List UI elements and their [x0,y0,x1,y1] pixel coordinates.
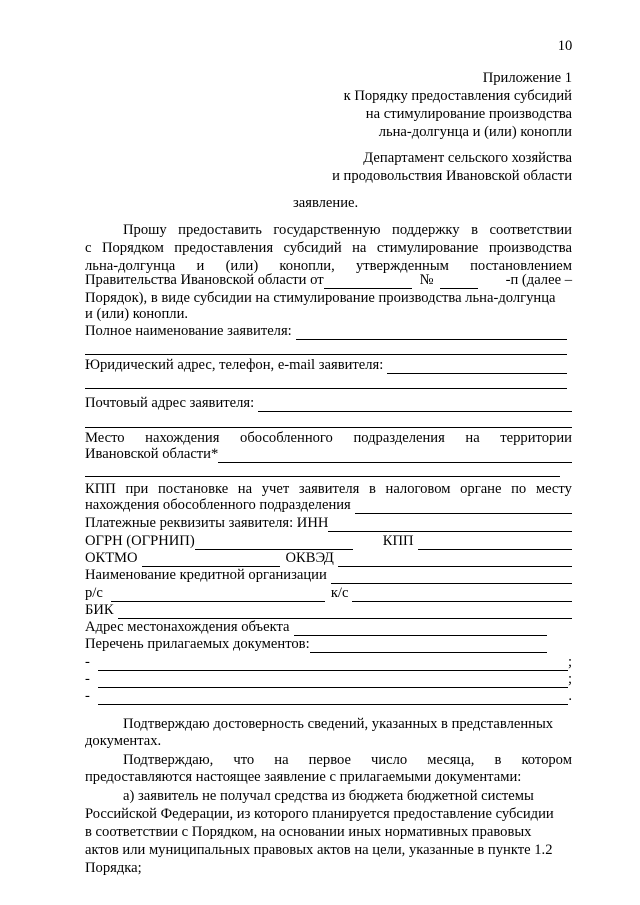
docs-item-2-end: ; [567,671,572,687]
legal-address-field-line-2[interactable] [85,388,567,389]
kpp-branch-line-1-word: постановке [157,481,229,497]
request-line-6: и (или) конопли. [85,306,189,322]
branch-field-line-2[interactable] [85,476,560,477]
kpp-branch-line-1-word: налоговом [385,481,451,497]
okved-field[interactable] [338,553,572,567]
kpp-branch-line-1-word: органе [460,481,502,497]
confirm-p2-line-1-word: на [274,752,289,768]
kpp-branch-line-1-word: по [511,481,527,497]
accounts-row [85,585,572,602]
ogrn-row [85,533,572,550]
kpp-branch-field[interactable] [355,500,572,514]
branch-line-1-word: нахождения [145,430,220,446]
confirm-a-line-2: Российской Федерации, из которого планируется предоставление субсидии [85,806,554,822]
legal-address-label: Юридический адрес, телефон, e-mail заявителя: [85,357,384,373]
branch-line-1-word: Место [85,430,125,446]
confirm-p2-line-1-word: число [370,752,408,768]
kpp-branch-line-1-word: заявителя [298,481,360,497]
request-line-1-word: предоставить [178,222,262,238]
request-line-1-word: Прошу [123,222,167,238]
kpp-branch-line-1-word: на [237,481,253,497]
postal-address-label: Почтовый адрес заявителя: [85,395,255,411]
bank-field[interactable] [331,570,572,584]
bik-label: БИК [85,602,114,618]
kpp-branch-line-1-word: месту [535,481,572,497]
docs-item-1-end: ; [567,654,572,670]
inn-field[interactable] [328,518,572,532]
legal-address-row [85,357,567,374]
object-address-field[interactable] [294,622,547,636]
bik-field[interactable] [118,605,572,619]
confirm-p2-line-1-word: месяца, [427,752,475,768]
kpp-field[interactable] [418,536,572,550]
request-line-2-word: стимулирование [376,240,479,256]
postal-address-field[interactable] [258,398,572,412]
kpp-branch-line-1-word: при [125,481,149,497]
inn-row [85,515,572,532]
confirm-p2-line-2: предоставляются настоящее заявление с прилагаемыми документами: [85,769,522,785]
object-address-label: Адрес местонахождения объекта [85,619,290,635]
docs-item-3-end: . [568,688,572,704]
confirm-p1-line-1: Подтверждаю достоверность сведений, указанных в представленных [123,716,554,732]
request-line-2-word: с [85,240,92,256]
addressee-line-1: Департамент сельского хозяйства [363,150,572,166]
full-name-field[interactable] [296,326,567,340]
request-line-1-word: государственную [273,222,381,238]
confirm-a-line-4: актов или муниципальных правовых актов на цели, указанные в пункте 1.2 [85,842,553,858]
number-sign: № [419,272,434,288]
request-line-3-word: и [196,258,205,274]
docs-list-field[interactable] [310,639,547,653]
full-name-field-line-2[interactable] [85,354,567,355]
docs-item-2-dash: - [85,671,90,687]
request-line-2-word: Порядком [101,240,164,256]
request-line-4-end: -п (далее – [505,272,572,288]
appendix-line-4: льна-долгунца и (или) конопли [378,124,572,140]
docs-item-3-dash: - [85,688,90,704]
request-line-1-word: в [471,222,478,238]
appendix-label: Приложение 1 [482,70,572,86]
docs-item-3 [85,688,572,705]
docs-item-2-field[interactable] [98,674,568,688]
confirm-p2-line-1-word: первое [308,752,351,768]
request-line-1-word: поддержку [392,222,460,238]
confirm-p2-line-1-word: что [233,752,255,768]
docs-item-1-field[interactable] [98,657,568,671]
kpp-branch-label: нахождения обособленного подразделения [85,497,351,513]
kpp-branch-line-1-word: КПП [85,481,116,497]
request-line-1-word: соответствии [489,222,572,238]
rs-field[interactable] [111,588,325,602]
decree-date-field[interactable] [324,275,412,289]
branch-line-1-word: подразделения [353,430,445,446]
docs-list-row [85,636,547,653]
appendix-line-2: к Порядку предоставления субсидий [343,88,572,104]
request-line-3-word: (или) [225,258,259,274]
request-line-3-word: льна-долгунца [85,258,176,274]
confirm-p2-line-1-word: котором [521,752,572,768]
docs-item-3-field[interactable] [98,691,568,705]
bik-row [85,602,572,619]
confirm-a-line-5: Порядка; [85,860,142,876]
confirm-p2-line-1 [123,752,572,769]
oktmo-field[interactable] [142,553,280,567]
bank-row [85,567,572,584]
kpp-branch-line-1 [85,481,572,498]
postal-address-field-line-2[interactable] [85,427,572,428]
addressee-line-2: и продовольствия Ивановской области [332,168,572,184]
ks-label: к/с [330,585,349,601]
docs-item-1 [85,654,572,671]
request-line-5: Порядок), в виде субсидии на стимулирование производства льна-долгунца [85,290,556,306]
request-line-2-word: предоставления [174,240,274,256]
oktmo-row [85,550,572,567]
docs-item-2 [85,671,572,688]
request-line-3-word: конопли, [279,258,335,274]
request-line-2 [85,240,572,257]
branch-field[interactable] [218,449,572,463]
page-number: 10 [557,38,573,54]
branch-line-1 [85,430,572,447]
bank-label: Наименование кредитной организации [85,567,327,583]
okved-label: ОКВЭД [285,550,334,566]
kpp-branch-line-1-word: учет [261,481,290,497]
branch-row [85,446,572,463]
ks-field[interactable] [352,588,572,602]
branch-line-1-word: территории [500,430,572,446]
request-line-3-word: постановлением [470,258,572,274]
request-line-2-word: производства [488,240,572,256]
confirm-p1-line-2: документах. [85,733,162,749]
request-line-2-word: на [352,240,367,256]
postal-address-row [85,395,572,412]
ogrn-field[interactable] [195,536,353,550]
legal-address-field[interactable] [387,360,567,374]
request-line-3-word: утвержденным [355,258,449,274]
decree-number-field[interactable] [440,275,478,289]
request-line-2-word: субсидий [283,240,342,256]
docs-list-label: Перечень прилагаемых документов: [85,636,310,652]
inn-label: Платежные реквизиты заявителя: ИНН [85,515,329,531]
kpp-branch-line-1-word: в [368,481,376,497]
confirm-a-line-1: а) заявитель не получал средства из бюджета бюджетной системы [123,788,534,804]
branch-line-1-word: на [465,430,480,446]
request-line-4-text: Правительства Ивановской области от [85,272,324,288]
ogrn-label: ОГРН (ОГРНИП) [85,533,195,549]
oktmo-label: ОКТМО [85,550,138,566]
full-name-row [85,323,567,340]
confirm-a-line-3: в соответствии с Порядком, на основании иных нормативных правовых [85,824,532,840]
request-line-4 [85,272,572,289]
docs-item-1-dash: - [85,654,90,670]
branch-line-1-word: обособленного [240,430,333,446]
confirm-p2-line-1-word: Подтверждаю, [123,752,214,768]
rs-label: р/с [85,585,103,601]
appendix-line-3: на стимулирование производства [365,106,572,122]
branch-label: Ивановской области* [85,446,219,462]
object-address-row [85,619,547,636]
confirm-p2-line-1-word: в [494,752,502,768]
document-title: заявление. [293,195,359,211]
kpp-branch-row [85,497,572,514]
request-line-1 [123,222,572,239]
kpp-label: КПП [382,533,414,549]
full-name-label: Полное наименование заявителя: [85,323,292,339]
